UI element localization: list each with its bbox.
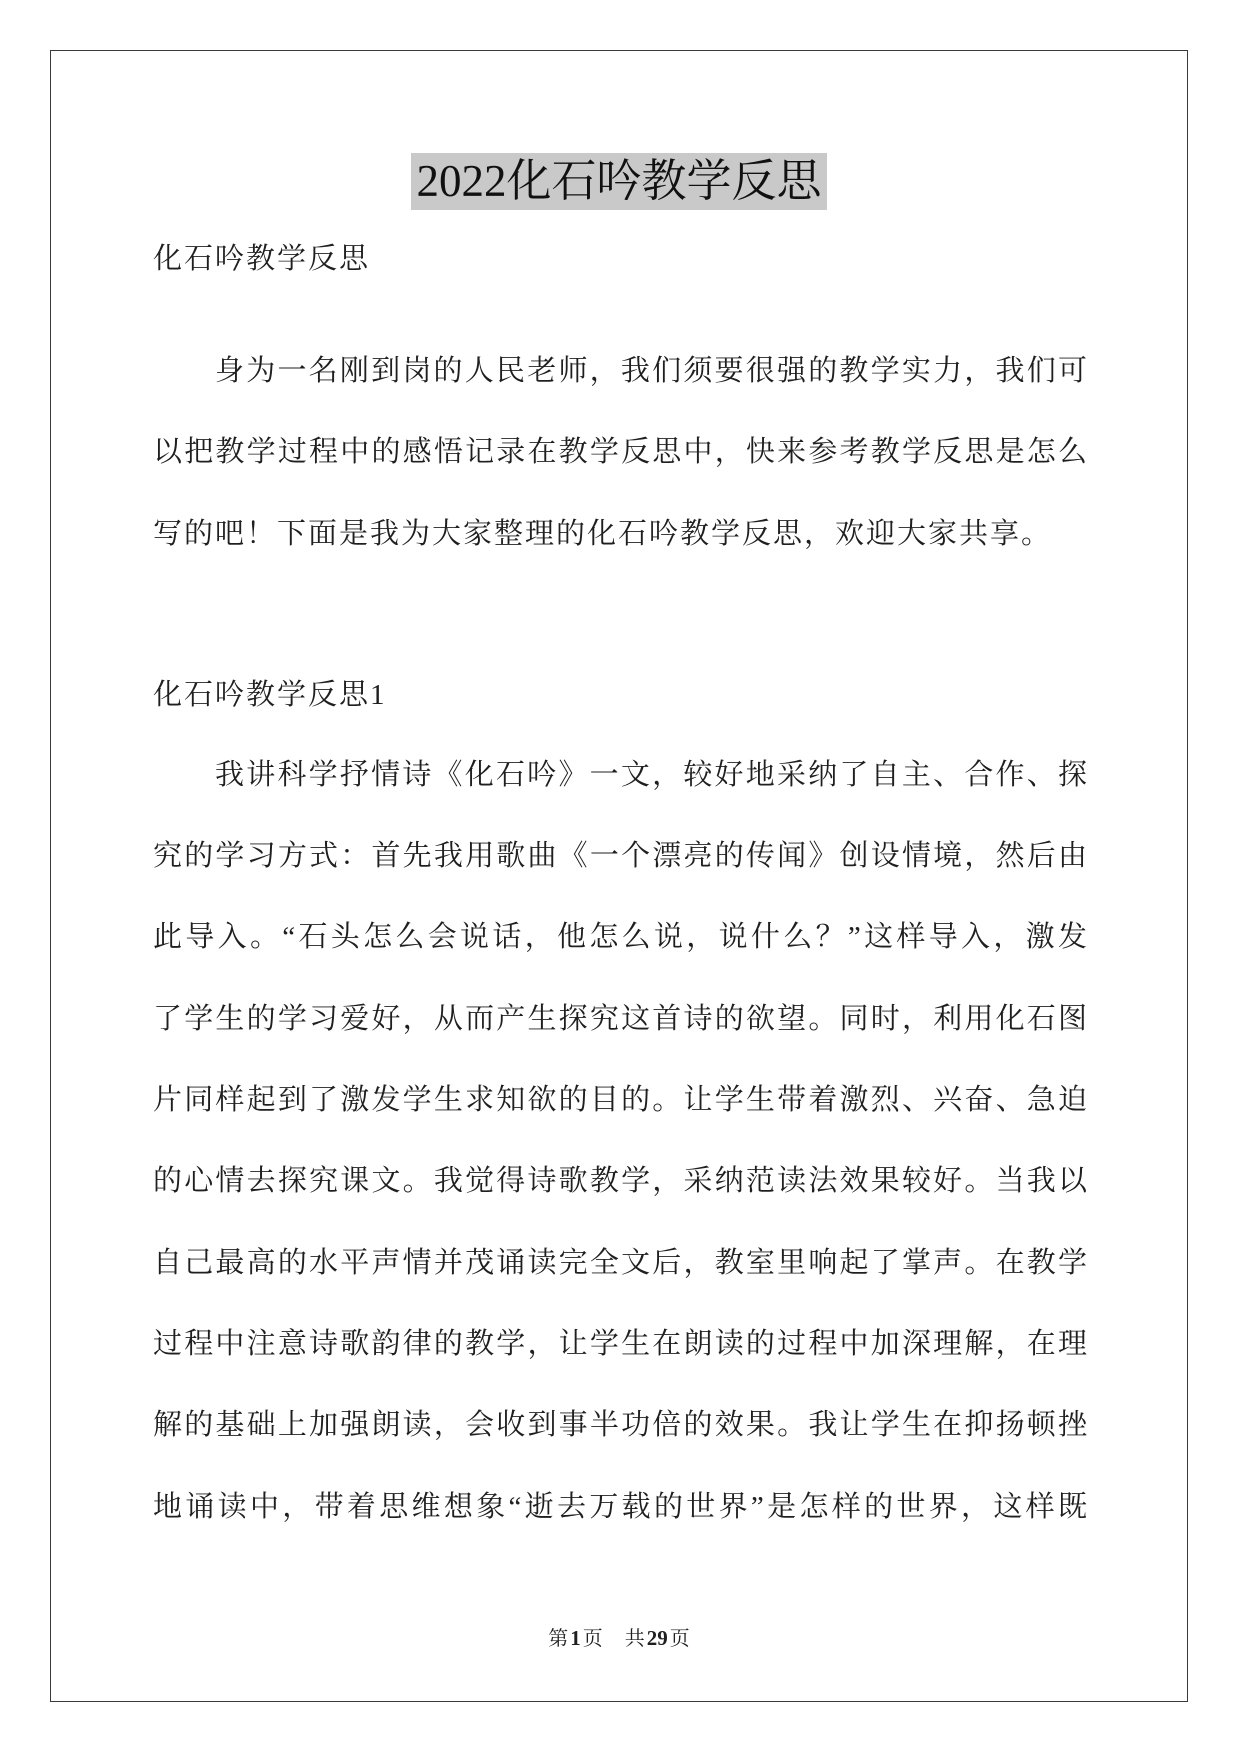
page-border <box>50 50 1188 1702</box>
section-paragraph-line: 了学生的学习爱好，从而产生探究这首诗的欲望。同时，利用化石图 <box>153 1003 1087 1035</box>
intro-paragraph-line: 身为一名刚到岗的人民老师，我们须要很强的教学实力，我们可 <box>215 355 1087 387</box>
section-paragraph-line: 自己最高的水平声情并茂诵读完全文后，教室里响起了掌声。在教学 <box>153 1247 1087 1279</box>
section-paragraph-line: 究的学习方式：首先我用歌曲《一个漂亮的传闻》创设情境，然后由 <box>153 840 1087 872</box>
document-subtitle: 化石吟教学反思 <box>153 243 371 275</box>
section-paragraph-line: 解的基础上加强朗读，会收到事半功倍的效果。我让学生在抑扬顿挫 <box>153 1409 1087 1441</box>
section-paragraph-line: 我讲科学抒情诗《化石吟》一文，较好地采纳了自主、合作、探 <box>215 759 1087 791</box>
footer-total-prefix: 共 <box>624 1628 645 1650</box>
section-paragraph-line: 过程中注意诗歌韵律的教学，让学生在朗读的过程中加深理解，在理 <box>153 1328 1087 1360</box>
section-paragraph-line: 地诵读中，带着思维想象“逝去万载的世界”是怎样的世界，这样既 <box>153 1491 1087 1523</box>
footer-total-pages: 29 <box>646 1626 668 1650</box>
intro-paragraph-line: 写的吧！下面是我为大家整理的化石吟教学反思，欢迎大家共享。 <box>153 518 1053 550</box>
intro-paragraph-line: 以把教学过程中的感悟记录在教学反思中，快来参考教学反思是怎么 <box>153 436 1087 468</box>
footer-total-suffix: 页 <box>669 1628 690 1650</box>
document-title: 2022化石吟教学反思 <box>411 153 826 210</box>
page-footer <box>50 1624 1188 1652</box>
section-paragraph-line: 的心情去探究课文。我觉得诗歌教学，采纳范读法效果较好。当我以 <box>153 1165 1087 1197</box>
footer-page-prefix: 第 <box>548 1628 569 1650</box>
section-paragraph-line: 此导入。“石头怎么会说话，他怎么说，说什么？”这样导入，激发 <box>153 921 1087 953</box>
footer-page-suffix: 页 <box>582 1628 603 1650</box>
section-paragraph-line: 片同样起到了激发学生求知欲的目的。让学生带着激烈、兴奋、急迫 <box>153 1084 1087 1116</box>
footer-current-page: 1 <box>570 1626 581 1650</box>
section-heading: 化石吟教学反思1 <box>153 679 387 711</box>
title-container <box>50 153 1188 210</box>
